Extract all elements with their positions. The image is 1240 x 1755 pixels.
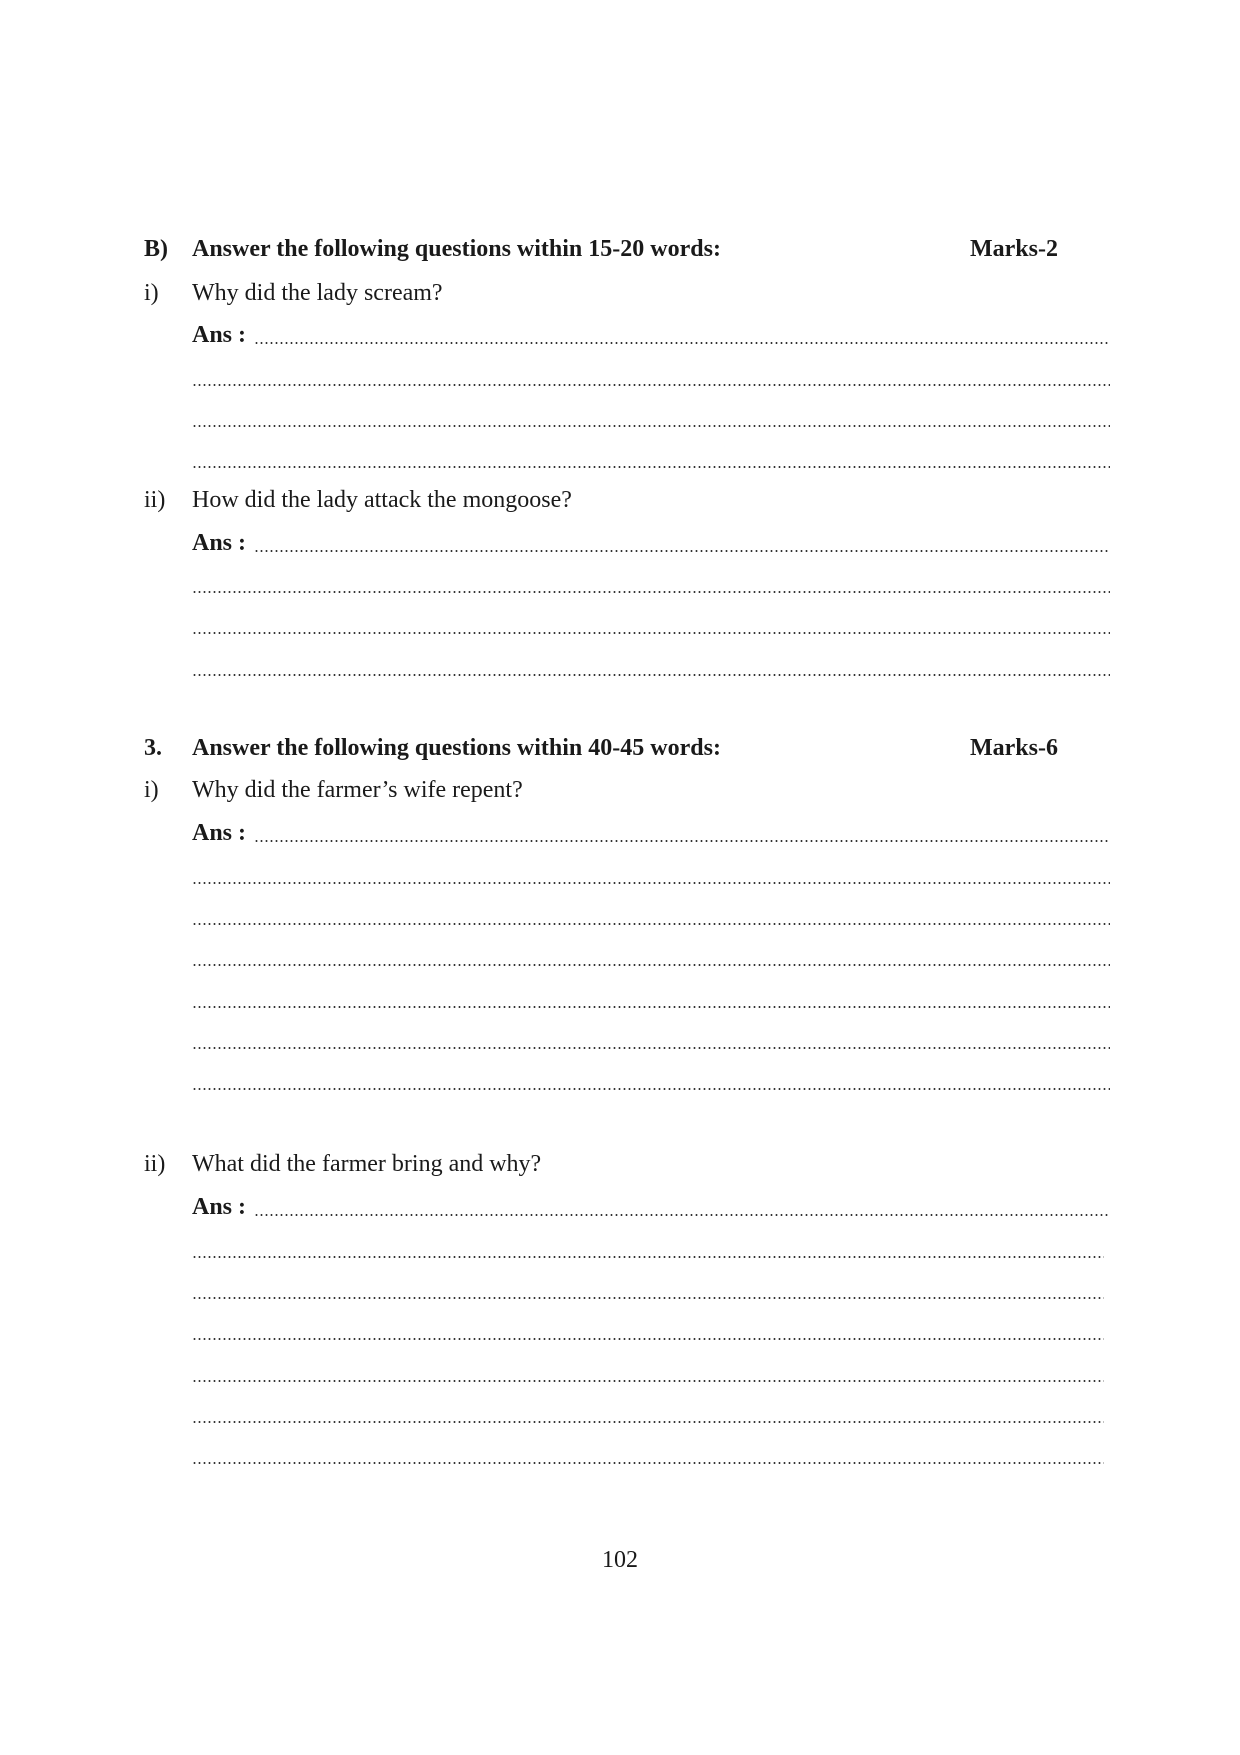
answer-line[interactable] [192, 1358, 1104, 1388]
answer-line[interactable] [192, 1399, 1104, 1429]
answer-line[interactable] [192, 528, 1110, 558]
dotted-line [192, 923, 1110, 925]
answer-line[interactable] [192, 403, 1110, 433]
section-heading: Answer the following questions within 15-20 words: [192, 236, 721, 262]
question-text: Why did the farmer’s wife repent? [192, 777, 523, 803]
dotted-line [254, 1214, 1110, 1216]
page-number: 102 [602, 1547, 638, 1573]
answer-line[interactable] [192, 818, 1110, 848]
question-text: How did the lady attack the mongoose? [192, 487, 572, 513]
answer-line[interactable] [192, 901, 1110, 931]
dotted-line [254, 840, 1110, 842]
dotted-line [192, 882, 1110, 884]
dotted-line [192, 1006, 1110, 1008]
answer-line[interactable] [192, 1192, 1110, 1222]
question-number: ii) [144, 487, 166, 513]
answer-line[interactable] [192, 942, 1110, 972]
dotted-line [192, 674, 1110, 676]
answer-line[interactable] [192, 1440, 1104, 1470]
section-number: B) [144, 236, 168, 262]
answer-label: Ans : [192, 322, 247, 348]
dotted-line [192, 466, 1110, 468]
answer-line[interactable] [192, 860, 1110, 890]
dotted-line [192, 1047, 1110, 1049]
dotted-line [192, 1421, 1104, 1423]
dotted-line [192, 1297, 1104, 1299]
question-text: What did the farmer bring and why? [192, 1151, 542, 1177]
dotted-line [254, 550, 1110, 552]
section-heading: Answer the following questions within 40-45 words: [192, 735, 721, 761]
dotted-line [192, 591, 1110, 593]
answer-line[interactable] [192, 610, 1110, 640]
answer-line[interactable] [192, 1025, 1110, 1055]
section-number: 3. [144, 735, 162, 761]
dotted-line [192, 425, 1110, 427]
dotted-line [192, 1380, 1104, 1382]
answer-line[interactable] [192, 984, 1110, 1014]
answer-line[interactable] [192, 569, 1110, 599]
dotted-line [192, 1338, 1104, 1340]
question-number: i) [144, 777, 159, 803]
dotted-line [192, 632, 1110, 634]
dotted-line [192, 1462, 1104, 1464]
answer-line[interactable] [192, 320, 1110, 350]
answer-line[interactable] [192, 1316, 1104, 1346]
question-text: Why did the lady scream? [192, 280, 443, 306]
section-marks: Marks-6 [970, 735, 1058, 761]
answer-label: Ans : [192, 820, 247, 846]
answer-label: Ans : [192, 1194, 247, 1220]
answer-line[interactable] [192, 1275, 1104, 1305]
answer-label: Ans : [192, 530, 247, 556]
question-number: i) [144, 280, 159, 306]
answer-line[interactable] [192, 444, 1110, 474]
answer-line[interactable] [192, 1066, 1110, 1096]
dotted-line [192, 964, 1110, 966]
dotted-line [192, 384, 1110, 386]
answer-line[interactable] [192, 362, 1110, 392]
dotted-line [192, 1088, 1110, 1090]
dotted-line [192, 1256, 1104, 1258]
dotted-line [254, 342, 1110, 344]
section-marks: Marks-2 [970, 236, 1058, 262]
answer-line[interactable] [192, 1234, 1104, 1264]
question-number: ii) [144, 1151, 166, 1177]
answer-line[interactable] [192, 652, 1110, 682]
